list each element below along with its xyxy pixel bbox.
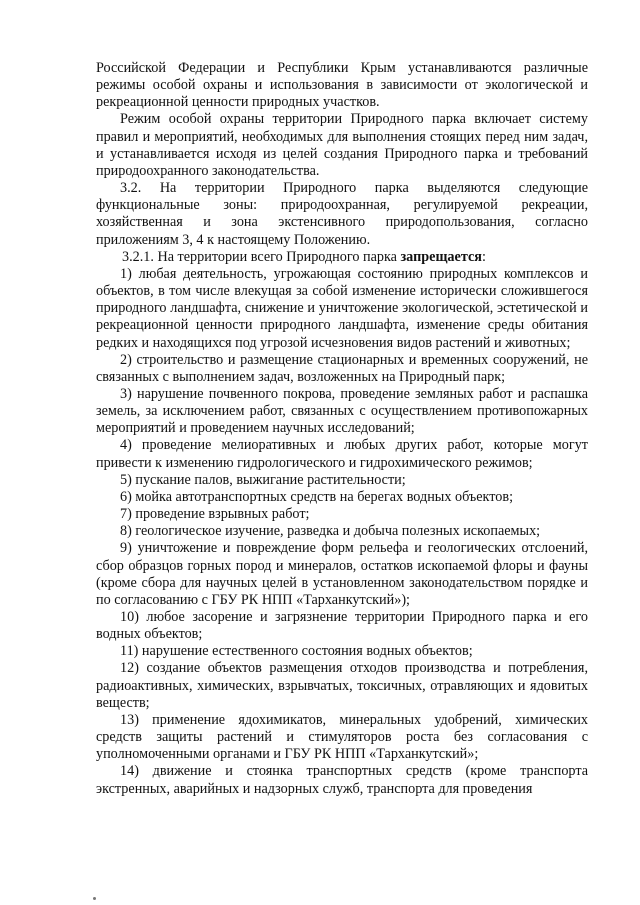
list-item-12: 12) создание объектов размещения отходов производства и потребления, радиоактивных, химических, взрывчатых, токсичных, отравляющих и ядовитых веществ; bbox=[96, 660, 588, 711]
paragraph-functional-zones: 3.2. На территории Природного парка выделяются следующие функциональные зоны: природоохранная, регулируемой рекреации, хозяйственная и зона экстенсивного природопользования, согласно приложениям 3, 4 к настоящему Положению. bbox=[96, 180, 588, 248]
paragraph-continued: Российской Федерации и Республики Крым устанавливаются различные режимы особой охраны и использования в зависимости от экологической и рекреационной ценности природных участков. bbox=[96, 60, 588, 111]
subsection-heading bbox=[96, 249, 588, 266]
list-item-14: 14) движение и стоянка транспортных средств (кроме транспорта экстренных, аварийных и надзорных служб, транспорта для проведения bbox=[96, 763, 588, 797]
list-item-7: 7) проведение взрывных работ; bbox=[120, 506, 310, 523]
subsection-prohibited-keyword: запрещается bbox=[400, 248, 482, 265]
subsection-intro: 3.2.1. На территории всего Природного парка bbox=[122, 248, 401, 265]
subsection-colon: : bbox=[481, 248, 486, 265]
list-item-2: 2) строительство и размещение стационарных и временных сооружений, не связанных с выполнением задач, возложенных на Природный парк; bbox=[96, 351, 588, 385]
list-item-4: 4) проведение мелиоративных и любых других работ, которые могут привести к изменению гидрологического и гидрохимического режимов; bbox=[96, 437, 588, 471]
list-item-8: 8) геологическое изучение, разведка и добыча полезных ископаемых; bbox=[120, 523, 541, 540]
list-item-11: 11) нарушение естественного состояния водных объектов; bbox=[120, 643, 473, 660]
list-item-10: 10) любое засорение и загрязнение территории Природного парка и его водных объектов; bbox=[96, 609, 588, 643]
document-page bbox=[96, 60, 588, 798]
paragraph-protection-regime: Режим особой охраны территории Природного парка включает систему правил и мероприятий, необходимых для выполнения стоящих перед ним задач, и устанавливается исходя из целей создания Природного парка и требований природоохранного законодательства. bbox=[96, 111, 588, 179]
list-item-9: 9) уничтожение и повреждение форм рельефа и геологических отслоений, сбор образцов горных пород и минералов, остатков ископаемой флоры и фауны (кроме сбора для научных целей в установленном законодательством порядке и по согласованию с ГБУ РК НПП «Тарханкутский»); bbox=[96, 540, 588, 608]
scan-mark bbox=[93, 897, 96, 900]
list-item-3: 3) нарушение почвенного покрова, проведение земляных работ и распашка земель, за исключением работ, связанных с осуществлением противопожарных мероприятий и проведением научных исследований; bbox=[96, 385, 588, 437]
list-item-5: 5) пускание палов, выжигание растительности; bbox=[120, 471, 406, 488]
list-item-1: 1) любая деятельность, угрожающая состоянию природных комплексов и объектов, в том числе влекущая за собой изменение исторически сложившегося природного ландшафта, снижение и уничтожение экологической, эстетической и рекреационной ценности природного ландшафта, изменение среды обитания редких и находящихся под угрозой исчезновения видов растений и животных; bbox=[96, 265, 588, 351]
list-item-13: 13) применение ядохимикатов, минеральных удобрений, химических средств защиты растений и стимуляторов роста без согласования с уполномоченными органами и ГБУ РК НПП «Тарханкутский»; bbox=[96, 711, 588, 763]
list-item-6: 6) мойка автотранспортных средств на берегах водных объектов; bbox=[120, 488, 514, 505]
